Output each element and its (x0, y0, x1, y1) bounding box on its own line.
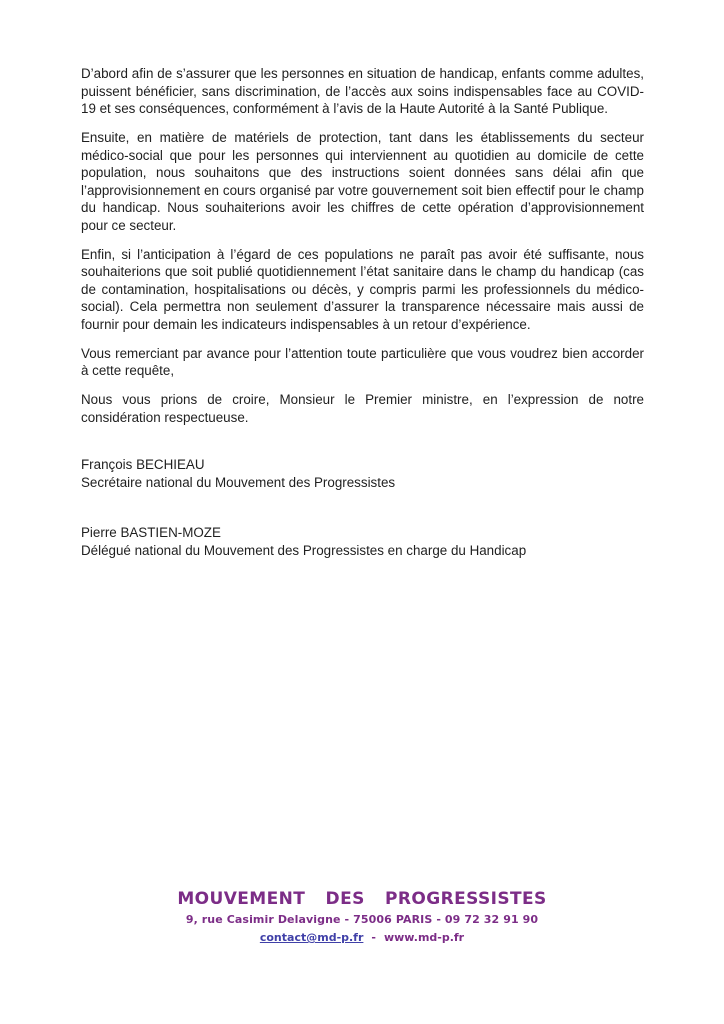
paragraph-enfin: Enfin, si l’anticipation à l’égard de ces populations ne paraît pas avoir été suffisante, nous souhaiterions que soit publié quotidiennement l’état sanitaire dans le champ du handicap (cas de contamination, hospitalisations ou décès, y compris parmi les professionnels du médico-social). Cela permettra non seulement d’assurer la transparence nécessaire mais aussi de fournir pour demain les indicateurs indispensables à un retour d’expérience. (81, 246, 644, 332)
signatory-name-1: François BECHIEAU (81, 457, 205, 472)
signatory-title-1: Secrétaire national du Mouvement des Progressistes (81, 474, 396, 490)
email-link[interactable]: contact@md-p.fr (259, 931, 364, 944)
paragraph-ensuite: Ensuite, en matière de matériels de protection, tant dans les établissements du secteur médico-social que pour les personnes qui interviennent au quotidien au domicile de cette population, nous souhaitons que des instructions soient données sans délai afin que l’approvisionnement en cours organisé par votre gouvernement soit bien effectif pour le champ du handicap. Nous souhaiterions avoir les chiffres de cette opération d’approvisionnement pour ce secteur. (81, 130, 644, 233)
signature-block-1 (81, 456, 644, 491)
signatory-name-2: Pierre BASTIEN-MOZE (81, 525, 221, 540)
signature-block-2 (81, 524, 644, 559)
contact-line (0, 931, 724, 944)
letter-body (81, 65, 644, 559)
signatory-title-2: Délégué national du Mouvement des Progressistes en charge du Handicap (81, 542, 527, 558)
paragraph-formule-politesse: Nous vous prions de croire, Monsieur le Premier ministre, en l’expression de notre considération respectueuse. (81, 392, 644, 425)
website-text: www.md-p.fr (383, 931, 465, 944)
organization-name: MOUVEMENT DES PROGRESSISTES (177, 889, 547, 909)
paragraph-dabord: D’abord afin de s’assurer que les personnes en situation de handicap, enfants comme adultes, puissent bénéficier, sans discrimination, de l’accès aux soins indispensables face au COVID-19 et ses conséquences, conformément à l’avis de la Haute Autorité à la Santé Publique. (81, 66, 644, 116)
footer (0, 889, 724, 944)
separator-dash: - (371, 931, 376, 944)
address-line: 9, rue Casimir Delavigne - 75006 PARIS - 09 72 32 91 90 (185, 913, 539, 926)
paragraph-remerciement: Vous remerciant par avance pour l’attention toute particulière que vous voudrez bien accorder à cette requête, (81, 345, 644, 378)
